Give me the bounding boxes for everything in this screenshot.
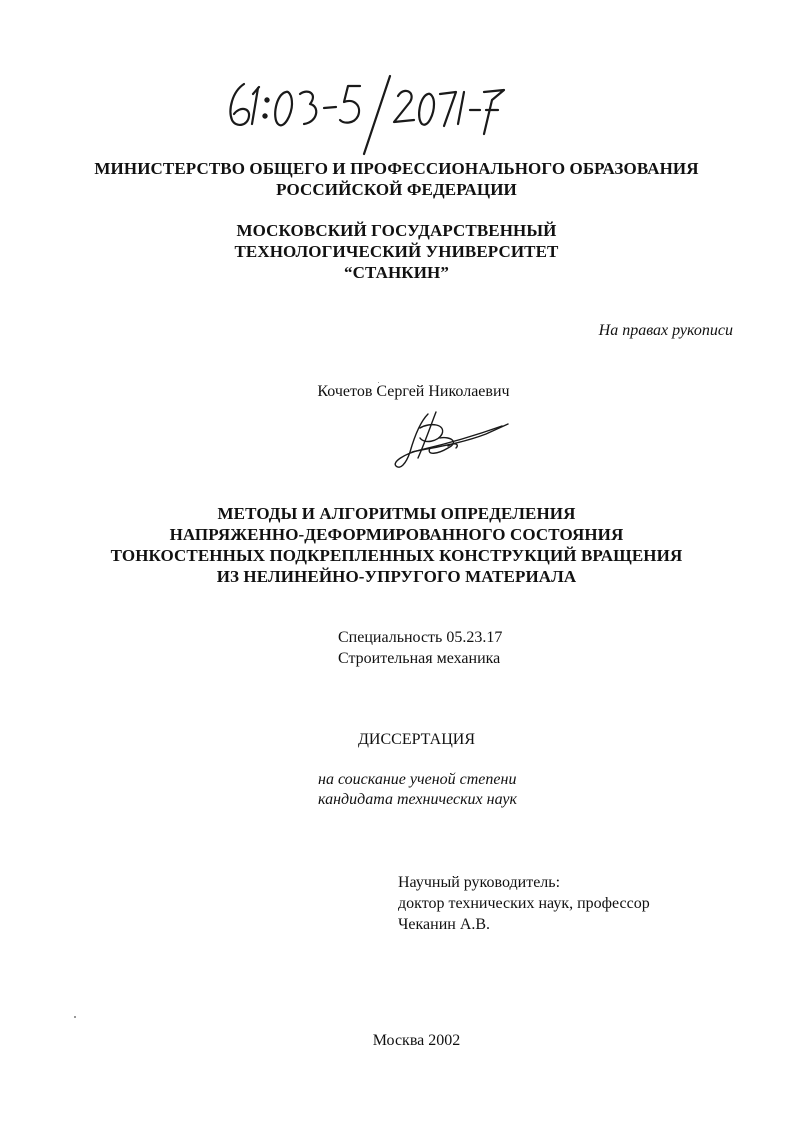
specialty-code: Специальность 05.23.17: [338, 629, 503, 646]
scan-speck: [74, 1016, 76, 1018]
specialty-name: Строительная механика: [338, 650, 501, 667]
university-line-1: МОСКОВСКИЙ ГОСУДАРСТВЕННЫЙ: [236, 221, 557, 240]
handwritten-catalog-code: [222, 70, 512, 160]
university-line-3: “СТАНКИН”: [344, 263, 449, 282]
scan-speck: [378, 382, 379, 383]
ministry-heading: [0, 158, 793, 200]
advisor-label: Научный руководитель:: [398, 874, 561, 891]
degree-line-1: на соискание ученой степени: [318, 771, 517, 788]
degree-block: [318, 770, 517, 810]
university-heading: [0, 220, 793, 283]
specialty-block: [338, 627, 502, 669]
ministry-line-2: РОССИЙСКОЙ ФЕДЕРАЦИИ: [276, 180, 517, 199]
degree-line-2: кандидата технических наук: [318, 791, 517, 808]
ministry-line-1: МИНИСТЕРСТВО ОБЩЕГО И ПРОФЕССИОНАЛЬНОГО ОБРАЗОВАНИЯ: [94, 159, 699, 178]
dissertation-title: [0, 503, 793, 587]
document-type: ДИССЕРТАЦИЯ: [358, 731, 475, 748]
advisor-name: Чеканин А.В.: [398, 916, 491, 933]
title-line-2: НАПРЯЖЕННО-ДЕФОРМИРОВАННОГО СОСТОЯНИЯ: [169, 525, 624, 544]
title-line-1: МЕТОДЫ И АЛГОРИТМЫ ОПРЕДЕЛЕНИЯ: [217, 504, 576, 523]
university-line-2: ТЕХНОЛОГИЧЕСКИЙ УНИВЕРСИТЕТ: [234, 242, 559, 261]
manuscript-rights-note: На правах рукописи: [598, 322, 733, 339]
title-line-3: ТОНКОСТЕННЫХ ПОДКРЕПЛЕННЫХ КОНСТРУКЦИЙ ВРАЩЕНИЯ: [110, 546, 683, 565]
city-and-year: Москва 2002: [372, 1032, 461, 1049]
advisor-block: [398, 872, 650, 935]
author-name: Кочетов Сергей Николаевич: [317, 383, 510, 400]
advisor-title: доктор технических наук, профессор: [398, 895, 650, 912]
author-signature: [390, 408, 520, 478]
title-line-4: ИЗ НЕЛИНЕЙНО-УПРУГОГО МАТЕРИАЛА: [216, 567, 577, 586]
